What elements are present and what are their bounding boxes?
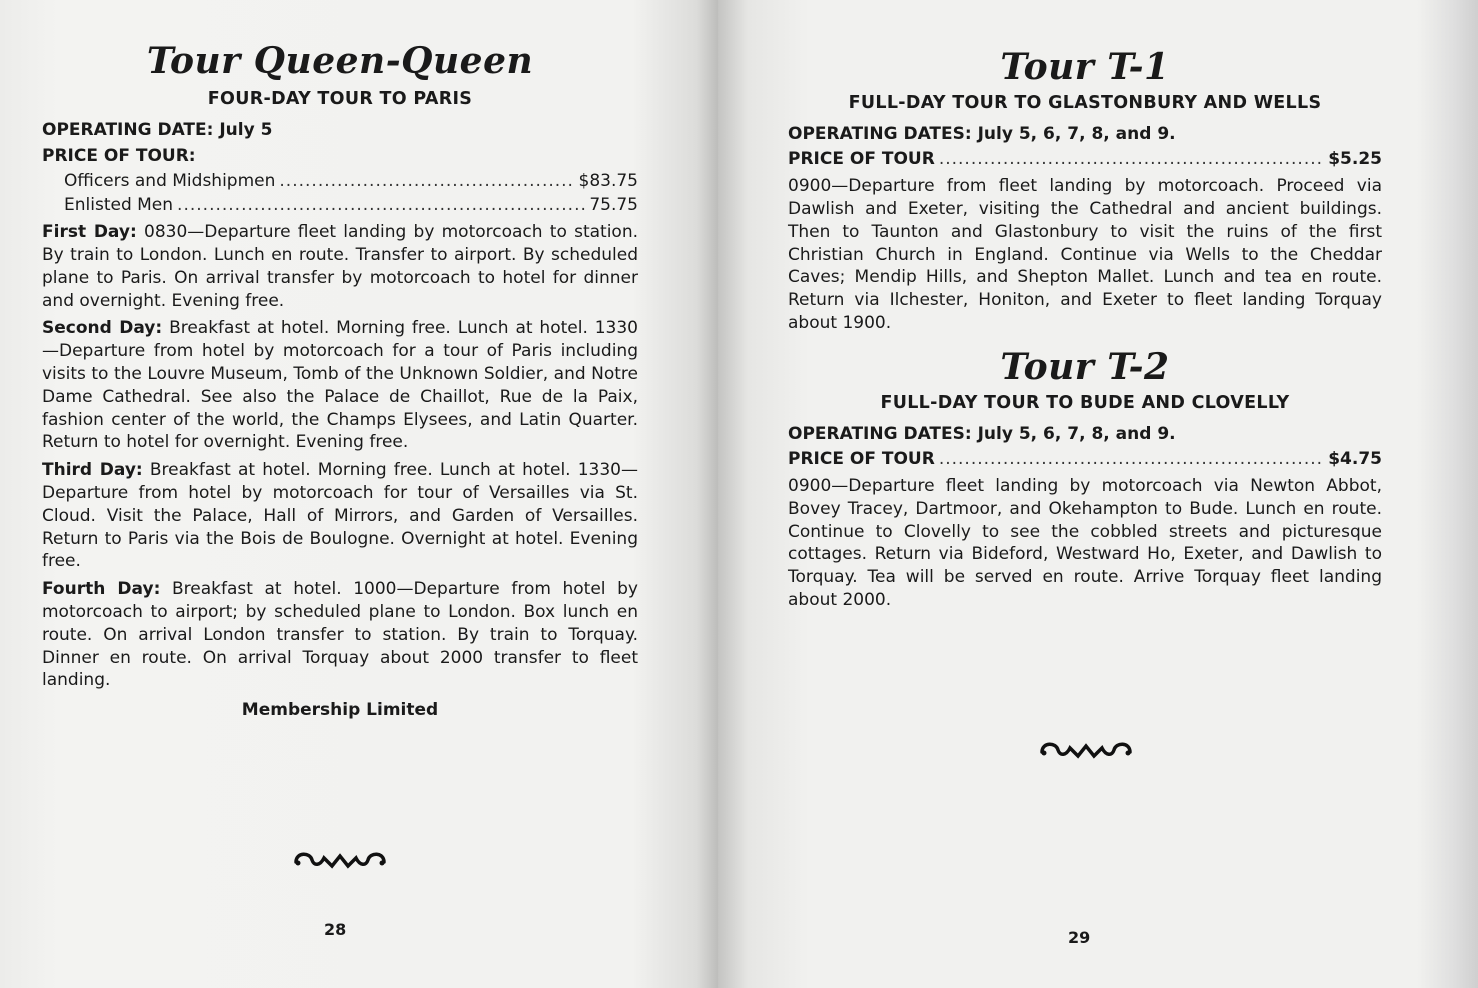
ornament-divider xyxy=(1036,738,1136,762)
tour-t2-title: Tour T-2 xyxy=(1000,345,1170,388)
right-page xyxy=(718,0,1478,988)
paris-tour-subtitle: FOUR-DAY TOUR TO PARIS xyxy=(207,89,473,110)
left-page-content xyxy=(42,40,638,720)
t2-description: 0900—Departure fleet landing by motorcoach via Newton Abbot, Bovey Tracey, Dartmoor, and Okehampton to Bude. Lunch en route. Continue to Clovelly to see the cobbled streets and picturesque cottages. Return via Bideford, Westward Ho, Exeter, and Dawlish to Torquay. Tea will be served en route. Arrive Torquay fleet landing about 2000. xyxy=(788,475,1382,610)
glastonbury-tour-subtitle: FULL-DAY TOUR TO GLASTONBURY AND WELLS xyxy=(848,93,1322,114)
scroll-ornament-icon xyxy=(1036,738,1136,762)
left-page xyxy=(0,0,718,988)
scroll-ornament-icon xyxy=(290,848,390,872)
dot-leader xyxy=(939,147,1324,171)
tour-queen-queen-title: Tour Queen-Queen xyxy=(146,40,534,82)
price-amount: $83.75 xyxy=(578,171,638,192)
price-heading: PRICE OF TOUR: xyxy=(42,146,196,167)
day-label: Fourth Day: xyxy=(42,579,161,600)
fourth-day-paragraph xyxy=(42,578,638,692)
price-row-officers xyxy=(42,169,638,193)
day-text: Breakfast at hotel. 1000—Departure from hotel by motorcoach to airport; by scheduled plane to London. Box lunch en route. On arrival London transfer to station. By train to Torquay. Dinner en route. On arrival Torquay about 2000 transfer to fleet landing. xyxy=(42,579,638,691)
t1-description: 0900—Departure from fleet landing by motorcoach. Proceed via Dawlish and Exeter, visiting the Cathedral and ancient buildings. Then to Taunton and Glastonbury to visit the ruins of the first Christian Church in England. Continue via Wells to the Cheddar Caves; Mendip Hills, and Shepton Mallet. Lunch and tea en route. Return via Ilchester, Honiton, and Exeter to fleet landing Torquay about 1900. xyxy=(788,176,1382,333)
price-label: Officers and Midshipmen xyxy=(64,171,276,192)
page-number: 28 xyxy=(324,920,347,939)
operating-dates: OPERATING DATES: July 5, 6, 7, 8, and 9. xyxy=(788,124,1176,145)
day-text: Breakfast at hotel. Morning free. Lunch at hotel. 1330—Departure from hotel by motorcoach for tour of Versailles via St. Cloud. Visit the Palace, Hall of Mirrors, and Garden of Versailles. Return to Paris via the Bois de Boulogne. Overnight at hotel. Evening free. xyxy=(42,460,638,572)
price-row-t1 xyxy=(788,147,1382,171)
dot-leader xyxy=(177,193,585,217)
membership-note: Membership Limited xyxy=(241,700,439,721)
price-amount: $4.75 xyxy=(1328,448,1382,469)
day-label: Second Day: xyxy=(42,318,163,339)
day-label: Third Day: xyxy=(42,460,143,481)
right-page-content xyxy=(788,46,1382,617)
page-number: 29 xyxy=(1068,928,1091,947)
operating-dates: OPERATING DATES: July 5, 6, 7, 8, and 9. xyxy=(788,423,1176,444)
price-row-t2 xyxy=(788,447,1382,471)
operating-date: OPERATING DATE: July 5 xyxy=(42,120,273,141)
price-amount: 75.75 xyxy=(589,195,638,216)
day-text: 0830—Departure fleet landing by motorcoach to station. By train to London. Lunch en route. Transfer to airport. By scheduled plane to Paris. On arrival transfer by motorcoach to hotel for dinner and overnight. Evening free. xyxy=(42,222,638,311)
price-label: Enlisted Men xyxy=(64,195,174,216)
day-text: Breakfast at hotel. Morning free. Lunch at hotel. 1330—Departure from hotel by motorcoach for a tour of Paris including visits to the Louvre Museum, Tomb of the Unknown Soldier, and Notre Dame Cathedral. See also the Palace de Chaillot, Rue de la Paix, fashion center of the world, the Champs Elysees, and Latin Quarter. Return to hotel for overnight. Evening free. xyxy=(42,318,638,453)
price-label: PRICE OF TOUR xyxy=(788,149,935,170)
ornament-divider xyxy=(290,848,390,872)
price-label: PRICE OF TOUR xyxy=(788,448,935,469)
first-day-paragraph xyxy=(42,221,638,312)
dot-leader xyxy=(279,169,574,193)
third-day-paragraph xyxy=(42,459,638,573)
tour-t1-title: Tour T-1 xyxy=(1000,46,1170,88)
price-amount: $5.25 xyxy=(1328,149,1382,170)
price-row-enlisted xyxy=(42,193,638,217)
dot-leader xyxy=(939,447,1324,471)
second-day-paragraph xyxy=(42,317,638,454)
day-label: First Day: xyxy=(42,222,137,243)
bude-tour-subtitle: FULL-DAY TOUR TO BUDE AND CLOVELLY xyxy=(880,392,1290,413)
